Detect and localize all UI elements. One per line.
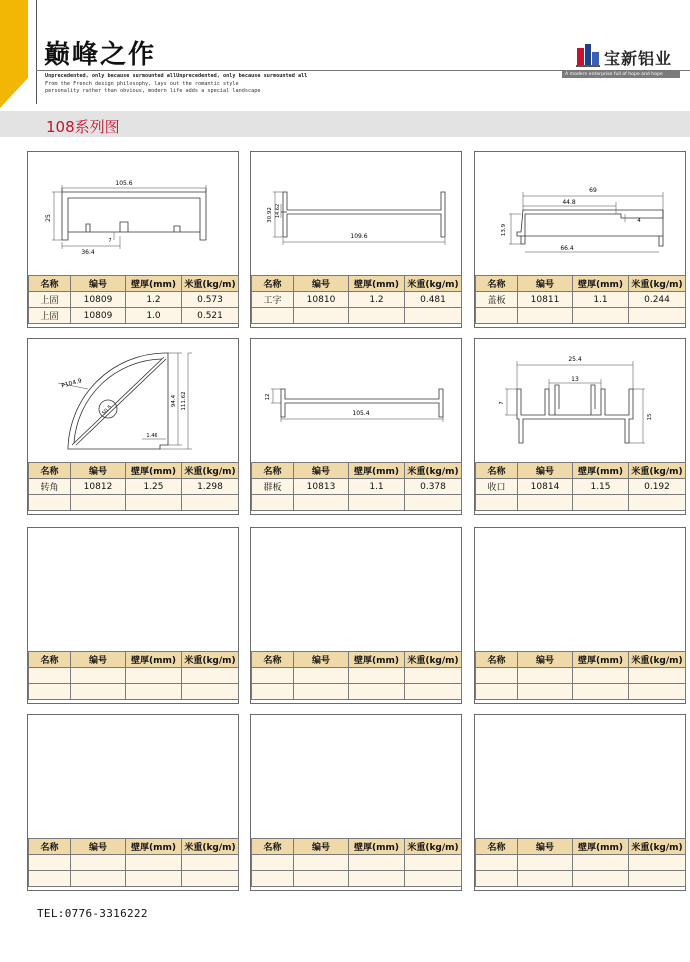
- table-row: [476, 495, 686, 511]
- cell: 10814: [518, 479, 573, 495]
- cell: [573, 668, 629, 684]
- cell: [71, 495, 126, 511]
- col-header-code: 编号: [294, 839, 349, 855]
- cell: [629, 495, 686, 511]
- cell: [349, 871, 405, 887]
- cell: [71, 668, 126, 684]
- dim-label: 66.4: [560, 245, 574, 252]
- col-header-thickness: 壁厚(mm): [573, 839, 629, 855]
- col-header-name: 名称: [29, 276, 71, 292]
- cell: 0.378: [405, 479, 462, 495]
- section-title: 108系列图: [46, 118, 120, 136]
- dim-label: P104.9: [60, 377, 83, 390]
- profile-card-empty: [27, 527, 239, 704]
- col-header-thickness: 壁厚(mm): [349, 276, 405, 292]
- cell: [573, 855, 629, 871]
- spec-table: [28, 651, 239, 700]
- profile-drawing-empty: [251, 528, 461, 651]
- dim-label: 7: [499, 401, 505, 405]
- cell: [405, 308, 462, 324]
- cell: [252, 871, 294, 887]
- dim-label: 94.4: [171, 394, 177, 408]
- table-row: [29, 855, 239, 871]
- table-row: [29, 871, 239, 887]
- cell: [405, 495, 462, 511]
- profile-card: [250, 151, 462, 328]
- profile-card-empty: [474, 527, 686, 704]
- cell: [518, 495, 573, 511]
- cell: [126, 855, 182, 871]
- cell: [71, 684, 126, 700]
- cell: [518, 871, 573, 887]
- col-header-weight: 米重(kg/m): [182, 276, 239, 292]
- dim-label: 25.4: [568, 356, 582, 363]
- cell: 1.25: [126, 479, 182, 495]
- col-header-name: 名称: [476, 463, 518, 479]
- col-header-weight: 米重(kg/m): [405, 463, 462, 479]
- cell: [405, 668, 462, 684]
- col-header-weight: 米重(kg/m): [629, 652, 686, 668]
- col-header-weight: 米重(kg/m): [629, 463, 686, 479]
- col-header-code: 编号: [294, 652, 349, 668]
- col-header-code: 编号: [294, 463, 349, 479]
- table-row: [252, 308, 462, 324]
- dim-label: 105.6: [115, 180, 133, 187]
- profile-drawing-10812: [28, 339, 238, 462]
- table-row: [252, 479, 462, 495]
- cell: [182, 495, 239, 511]
- dim-label: 50.5: [101, 404, 114, 417]
- table-row: [476, 308, 686, 324]
- cell: [294, 308, 349, 324]
- cell: 10811: [518, 292, 573, 308]
- profile-drawing-empty: [251, 715, 461, 838]
- cell: [252, 668, 294, 684]
- table-row: [29, 668, 239, 684]
- cell: 0.192: [629, 479, 686, 495]
- dim-label: 44.8: [562, 199, 576, 206]
- col-header-weight: 米重(kg/m): [182, 652, 239, 668]
- spec-table: [251, 838, 462, 887]
- spec-table: [28, 462, 239, 511]
- page-title: 巅峰之作: [44, 40, 157, 70]
- col-header-code: 编号: [518, 839, 573, 855]
- cell: 0.481: [405, 292, 462, 308]
- yellow-corner-decoration: [0, 0, 28, 108]
- cell: [294, 668, 349, 684]
- profile-drawing-empty: [28, 528, 238, 651]
- table-row: [476, 479, 686, 495]
- col-header-weight: 米重(kg/m): [182, 839, 239, 855]
- col-header-name: 名称: [476, 839, 518, 855]
- brand-slogan-bar: [562, 71, 680, 78]
- col-header-code: 编号: [71, 839, 126, 855]
- spec-table: [475, 275, 686, 324]
- dim-label: 69: [589, 187, 597, 194]
- profile-card: [250, 338, 462, 515]
- cell: [294, 871, 349, 887]
- col-header-thickness: 壁厚(mm): [126, 463, 182, 479]
- col-header-thickness: 壁厚(mm): [349, 463, 405, 479]
- cell: 工字: [252, 292, 294, 308]
- dim-label: 14.62: [275, 203, 281, 219]
- cell: [405, 871, 462, 887]
- table-row: [476, 871, 686, 887]
- spec-table: [475, 462, 686, 511]
- cell: [629, 855, 686, 871]
- dim-label: 111.62: [181, 391, 187, 411]
- profile-drawing-10814: [475, 339, 685, 462]
- profile-card: [474, 151, 686, 328]
- brand-logo-icon: [575, 42, 601, 68]
- cell: 上固: [29, 308, 71, 324]
- dim-label: 109.6: [350, 233, 368, 240]
- cell: [252, 855, 294, 871]
- profile-drawing-10810: [251, 152, 461, 275]
- col-header-weight: 米重(kg/m): [182, 463, 239, 479]
- cell: 1.2: [349, 292, 405, 308]
- cell: [573, 871, 629, 887]
- col-header-weight: 米重(kg/m): [629, 276, 686, 292]
- table-row: [476, 292, 686, 308]
- cell: 10809: [71, 292, 126, 308]
- cell: [629, 871, 686, 887]
- dim-label: 7: [108, 238, 112, 244]
- spec-table: [28, 275, 239, 324]
- cell: [29, 684, 71, 700]
- col-header-thickness: 壁厚(mm): [126, 652, 182, 668]
- cell: [573, 684, 629, 700]
- cell: 10810: [294, 292, 349, 308]
- col-header-name: 名称: [476, 276, 518, 292]
- dim-label: 15: [647, 413, 653, 421]
- profile-card-empty: [27, 714, 239, 891]
- col-header-code: 编号: [518, 276, 573, 292]
- cell: [573, 495, 629, 511]
- header-subline-1: From the French design philosophy, lays out the romantic style: [45, 81, 239, 87]
- col-header-thickness: 壁厚(mm): [126, 839, 182, 855]
- cell: [349, 668, 405, 684]
- col-header-thickness: 壁厚(mm): [126, 276, 182, 292]
- cell: [476, 495, 518, 511]
- cell: [405, 684, 462, 700]
- profile-card-empty: [474, 714, 686, 891]
- table-row: [252, 292, 462, 308]
- col-header-name: 名称: [252, 463, 294, 479]
- cell: [518, 308, 573, 324]
- dim-label: 105.4: [352, 410, 370, 417]
- col-header-name: 名称: [252, 839, 294, 855]
- cell: 群板: [252, 479, 294, 495]
- profile-card-empty: [250, 714, 462, 891]
- table-row: [476, 668, 686, 684]
- cell: [518, 668, 573, 684]
- dim-label: 36.4: [81, 249, 95, 256]
- cell: [349, 684, 405, 700]
- table-row: [29, 308, 239, 324]
- spec-table: [28, 838, 239, 887]
- brand-name: 宝新铝业: [604, 49, 673, 68]
- col-header-name: 名称: [476, 652, 518, 668]
- col-header-weight: 米重(kg/m): [629, 839, 686, 855]
- cell: [182, 855, 239, 871]
- cell: [126, 495, 182, 511]
- cell: [573, 308, 629, 324]
- cell: 10813: [294, 479, 349, 495]
- col-header-code: 编号: [518, 652, 573, 668]
- cell: [182, 871, 239, 887]
- table-row: [29, 684, 239, 700]
- col-header-weight: 米重(kg/m): [405, 652, 462, 668]
- table-row: [252, 684, 462, 700]
- spec-table: [475, 651, 686, 700]
- dim-label: 13: [571, 376, 579, 383]
- col-header-code: 编号: [294, 276, 349, 292]
- cell: [252, 495, 294, 511]
- profile-card: [27, 151, 239, 328]
- profile-drawing-10813: [251, 339, 461, 462]
- cell: 盖板: [476, 292, 518, 308]
- dim-label: 4: [637, 218, 641, 224]
- header-subline-2: personality rather than obvious, modern life adds a special landscape: [45, 88, 261, 94]
- spec-table: [251, 275, 462, 324]
- cell: [126, 871, 182, 887]
- dim-label: 12: [265, 393, 271, 401]
- table-row: [252, 871, 462, 887]
- cell: 1.1: [349, 479, 405, 495]
- cell: [476, 684, 518, 700]
- cell: [476, 855, 518, 871]
- brand-slogan: A modern enterprise full of hope and hope: [565, 72, 663, 77]
- cell: 0.573: [182, 292, 239, 308]
- cell: [252, 684, 294, 700]
- table-row: [252, 495, 462, 511]
- cell: 10809: [71, 308, 126, 324]
- profile-card: [27, 338, 239, 515]
- cell: [476, 308, 518, 324]
- dim-label: 1.46: [146, 433, 158, 439]
- cell: [349, 495, 405, 511]
- table-row: [29, 292, 239, 308]
- table-row: [29, 479, 239, 495]
- cell: [294, 855, 349, 871]
- cell: [405, 855, 462, 871]
- cell: [349, 308, 405, 324]
- cell: [629, 308, 686, 324]
- cell: 10812: [71, 479, 126, 495]
- spec-table: [475, 838, 686, 887]
- cell: [629, 668, 686, 684]
- cell: [71, 855, 126, 871]
- table-row: [476, 684, 686, 700]
- col-header-thickness: 壁厚(mm): [349, 839, 405, 855]
- dim-label: 13.9: [501, 223, 507, 237]
- cell: [518, 855, 573, 871]
- col-header-code: 编号: [71, 276, 126, 292]
- col-header-thickness: 壁厚(mm): [573, 463, 629, 479]
- cell: [29, 668, 71, 684]
- cell: [476, 871, 518, 887]
- cell: [294, 495, 349, 511]
- cell: [29, 871, 71, 887]
- table-row: [29, 495, 239, 511]
- profile-drawing-10809: [28, 152, 238, 275]
- cell: 收口: [476, 479, 518, 495]
- cell: 转角: [29, 479, 71, 495]
- col-header-weight: 米重(kg/m): [405, 839, 462, 855]
- cell: [29, 495, 71, 511]
- cell: [182, 684, 239, 700]
- cell: [71, 871, 126, 887]
- table-row: [252, 855, 462, 871]
- table-row: [476, 855, 686, 871]
- cell: [29, 855, 71, 871]
- profile-card-empty: [250, 527, 462, 704]
- cell: [126, 684, 182, 700]
- cell: [182, 668, 239, 684]
- spec-table: [251, 462, 462, 511]
- cell: 1.0: [126, 308, 182, 324]
- cell: 1.15: [573, 479, 629, 495]
- col-header-name: 名称: [29, 463, 71, 479]
- col-header-thickness: 壁厚(mm): [349, 652, 405, 668]
- col-header-name: 名称: [252, 276, 294, 292]
- profile-drawing-10811: [475, 152, 685, 275]
- dim-label: 25: [45, 214, 52, 222]
- header-tagline: Unprecedented, only because surmounted allUnprecedented, only because surmounted all: [45, 73, 308, 79]
- cell: [349, 855, 405, 871]
- table-row: [252, 668, 462, 684]
- col-header-name: 名称: [29, 652, 71, 668]
- cell: 1.2: [126, 292, 182, 308]
- cell: 0.244: [629, 292, 686, 308]
- footer-telephone: TEL:0776-3316222: [37, 907, 148, 920]
- cell: [294, 684, 349, 700]
- col-header-code: 编号: [71, 463, 126, 479]
- col-header-code: 编号: [71, 652, 126, 668]
- profile-card: [474, 338, 686, 515]
- cell: 0.521: [182, 308, 239, 324]
- cell: 上固: [29, 292, 71, 308]
- cell: [629, 684, 686, 700]
- profile-drawing-empty: [475, 715, 685, 838]
- profile-drawing-empty: [475, 528, 685, 651]
- spec-table: [251, 651, 462, 700]
- col-header-code: 编号: [518, 463, 573, 479]
- col-header-thickness: 壁厚(mm): [573, 276, 629, 292]
- header-divider-vertical: [36, 0, 37, 104]
- col-header-name: 名称: [29, 839, 71, 855]
- col-header-weight: 米重(kg/m): [405, 276, 462, 292]
- dim-label: 30.92: [267, 207, 273, 223]
- col-header-name: 名称: [252, 652, 294, 668]
- cell: 1.298: [182, 479, 239, 495]
- cell: [476, 668, 518, 684]
- cell: [126, 668, 182, 684]
- col-header-thickness: 壁厚(mm): [573, 652, 629, 668]
- cell: [518, 684, 573, 700]
- cell: 1.1: [573, 292, 629, 308]
- profile-drawing-empty: [28, 715, 238, 838]
- cell: [252, 308, 294, 324]
